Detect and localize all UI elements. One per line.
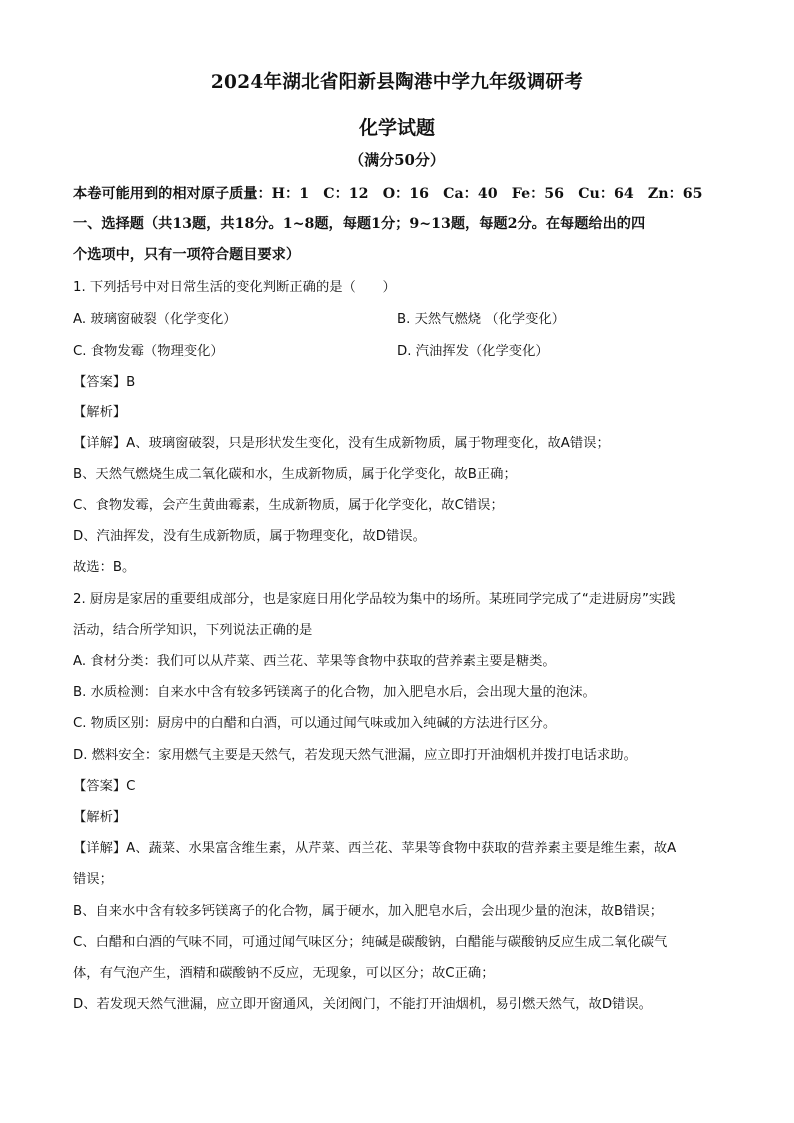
question-2-stem-line2: 活动，结合所学知识，下列说法正确的是 bbox=[73, 623, 313, 638]
question-2-detail-line: D、若发现天然气泄漏，应立即开窗通风，关闭阀门，不能打开油烟机，易引燃天然气，故D错误。 bbox=[73, 997, 652, 1012]
section-title-line1: 一、选择题（共13题，共18分。1~8题，每题1分；9~13题，每题2分。在每题给出的四 bbox=[73, 216, 646, 232]
question-1-detail-line: 【详解】A、玻璃窗破裂，只是形状发生变化，没有生成新物质，属于物理变化，故A错误； bbox=[73, 436, 610, 451]
atomic-mass-note: 本卷可能用到的相对原子质量：H：1 C：12 O：16 Ca：40 Fe：56 Cu：64 Zn：65 bbox=[73, 186, 703, 202]
question-2-option-d: D. 燃料安全：家用燃气主要是天然气，若发现天然气泄漏，应立即打开油烟机并拨打电话求助。 bbox=[73, 748, 637, 763]
question-1-option-d: D. 汽油挥发（化学变化） bbox=[397, 344, 549, 359]
subject-title: 化学试题 bbox=[358, 117, 435, 139]
full-score: （满分50分） bbox=[349, 151, 445, 169]
question-2-option-c: C. 物质区别：厨房中的白醋和白酒，可以通过闻气味或加入纯碱的方法进行区分。 bbox=[73, 716, 557, 731]
question-1-option-c: C. 食物发霉（物理变化） bbox=[73, 344, 224, 359]
question-2-option-b: B. 水质检测：自来水中含有较多钙镁离子的化合物，加入肥皂水后，会出现大量的泡沫。 bbox=[73, 685, 596, 700]
section-title-line2: 个选项中，只有一项符合题目要求） bbox=[73, 247, 301, 263]
question-1-answer: 【答案】B bbox=[73, 375, 136, 390]
question-1-analysis-label: 【解析】 bbox=[73, 405, 127, 420]
question-1-conclusion: 故选：B。 bbox=[73, 560, 136, 575]
question-2-analysis-label: 【解析】 bbox=[73, 810, 127, 825]
question-1-detail-line: B、天然气燃烧生成二氧化碳和水，生成新物质，属于化学变化，故B正确； bbox=[73, 467, 517, 482]
question-2-detail-line: 体，有气泡产生，酒精和碳酸钠不反应，无现象，可以区分；故C正确； bbox=[73, 966, 495, 981]
question-2-detail-line: B、自来水中含有较多钙镁离子的化合物，属于硬水，加入肥皂水后，会出现少量的泡沫，故B错误； bbox=[73, 904, 664, 919]
question-2-detail-line: 【详解】A、蔬菜、水果富含维生素，从芹菜、西兰花、苹果等食物中获取的营养素主要是维生素，故A bbox=[73, 841, 677, 856]
question-1-stem: 1. 下列括号中对日常生活的变化判断正确的是（ ） bbox=[73, 280, 396, 295]
question-2-stem-line1: 2. 厨房是家居的重要组成部分，也是家庭日用化学品较为集中的场所。某班同学完成了“走进厨房”实践 bbox=[73, 592, 676, 607]
question-2-answer: 【答案】C bbox=[73, 779, 136, 794]
question-1-detail-line: C、食物发霉，会产生黄曲霉素，生成新物质，属于化学变化，故C错误； bbox=[73, 498, 504, 513]
question-2-detail-line: C、白醋和白酒的气味不同，可通过闻气味区分；纯碱是碳酸钠，白醋能与碳酸钠反应生成二氧化碳气 bbox=[73, 935, 668, 950]
question-1-option-b: B. 天然气燃烧 （化学变化） bbox=[397, 312, 566, 327]
question-1-detail-line: D、汽油挥发，没有生成新物质，属于物理变化，故D错误。 bbox=[73, 529, 426, 544]
question-2-detail-line: 错误； bbox=[73, 872, 113, 887]
exam-title: 2024年湖北省阳新县陶港中学九年级调研考 bbox=[210, 72, 584, 93]
question-2-option-a: A. 食材分类：我们可以从芹菜、西兰花、苹果等食物中获取的营养素主要是糖类。 bbox=[73, 654, 556, 669]
question-1-option-a: A. 玻璃窗破裂（化学变化） bbox=[73, 312, 237, 327]
